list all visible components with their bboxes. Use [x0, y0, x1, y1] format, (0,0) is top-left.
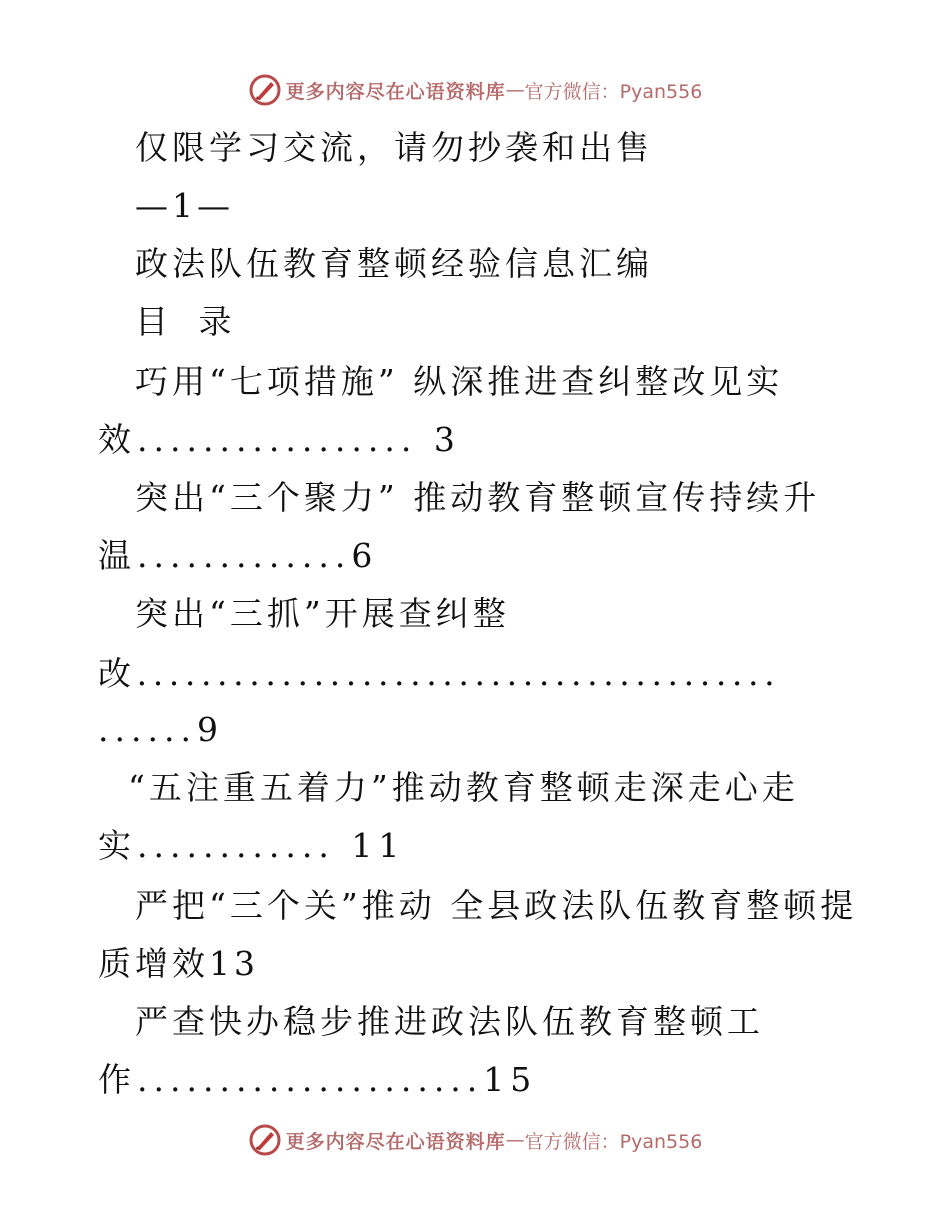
toc-entry-6-title: 严查快办稳步推进政法队伍教育整顿工	[135, 1002, 764, 1041]
toc-entry-2-title: 突出“三个聚力” 推动教育整顿宣传持续升	[135, 478, 821, 517]
header-watermark	[0, 70, 950, 110]
quill-logo-icon	[248, 1123, 282, 1157]
toc-entry-3-dots: 改........................................	[98, 654, 781, 693]
toc-entry-5-title: 严把“三个关”推动 全县政法队伍教育整顿提	[135, 886, 858, 925]
watermark-wechat: 官方微信：Pyan556	[524, 1130, 703, 1153]
toc-heading: 目 录	[135, 302, 242, 341]
toc-entry-5-page: 质增效13	[98, 944, 259, 983]
toc-entry-3-page: ......9	[98, 710, 224, 749]
toc-entry-2-page: 温.............6	[98, 536, 379, 575]
page-number: —1—	[135, 186, 234, 225]
quill-logo-icon	[248, 73, 282, 107]
document-title: 政法队伍教育整顿经验信息汇编	[135, 244, 653, 283]
toc-entry-1-page: 效................. 3	[98, 420, 461, 459]
toc-entry-6-page: 作.....................15	[98, 1060, 538, 1099]
watermark-separator: —	[505, 79, 525, 101]
watermark-wechat: 官方微信：Pyan556	[524, 80, 703, 103]
watermark-text: 更多内容尽在心语资料库	[285, 1130, 506, 1153]
watermark-separator: —	[505, 1129, 525, 1151]
toc-entry-1-title: 巧用“七项措施” 纵深推进查纠整改见实	[135, 362, 784, 401]
footer-watermark	[0, 1120, 950, 1160]
watermark-text: 更多内容尽在心语资料库	[285, 80, 506, 103]
notice-text: 仅限学习交流，请勿抄袭和出售	[135, 128, 653, 167]
toc-entry-3-title: 突出“三抓”开展查纠整	[135, 594, 510, 633]
toc-entry-4-title: “五注重五着力”推动教育整顿走深走心走	[128, 768, 799, 807]
toc-entry-4-page: 实............ 11	[98, 826, 406, 865]
